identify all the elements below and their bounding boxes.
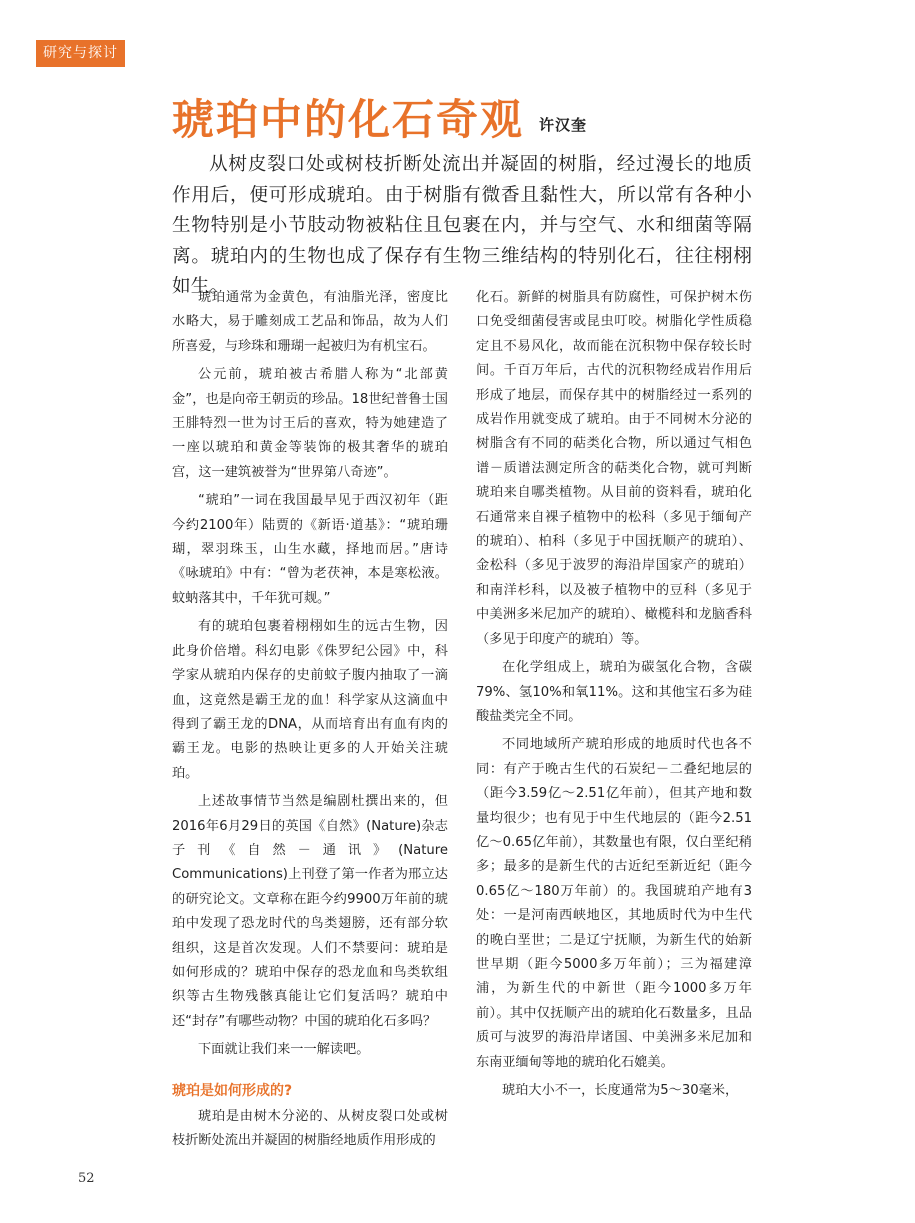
body-paragraph-continued: 化石。新鲜的树脂具有防腐性，可保护树木伤口免受细菌侵害或昆虫叮咬。树脂化学性质稳定且不易风化，故而能在沉积物中保存较长时间。千百万年后，古代的沉积物经成岩作用后形成了地层，而保存其中的树脂经过一系列的成岩作用就变成了琥珀。由于不同树木分泌的树脂含有不同的萜类化合物，所以通过气相色谱－质谱法测定所含的萜类化合物，就可判断琥珀来自哪类植物。从目前的资料看，琥珀化石通常来自裸子植物中的松科（多见于缅甸产的琥珀）、柏科（多见于中国抚顺产的琥珀）、金松科（多见于波罗的海沿岸国家产的琥珀）和南洋杉科，以及被子植物中的豆科（多见于中美洲多米尼加产的琥珀）、橄榄科和龙脑香科（多见于印度产的琥珀）等。 (476, 290, 752, 647)
body-paragraph: 上述故事情节当然是编剧杜撰出来的，但2016年6月29日的英国《自然》(Nature)杂志子刊《自然－通讯》(Nature Communications)上刊登了第一作者为邢立达的研究论文。文章称在距今约9900万年前的琥珀中发现了恐龙时代的鸟类翅膀，还有部分软组织，这是首次发现。人们不禁要问：琥珀是如何形成的？琥珀中保存的恐龙血和鸟类软组织等古生物残骸真能让它们复活吗？琥珀中还“封存”有哪些动物？中国的琥珀化石多吗？ (172, 794, 448, 1029)
body-paragraph: “琥珀”一词在我国最早见于西汉初年（距今约2100年）陆贾的《新语·道基》：“琥珀珊瑚，翠羽珠玉，山生水藏，择地而居。”唐诗《咏琥珀》中有：“曾为老茯神，本是寒松液。蚊蚋落其中，千年犹可觌。” (172, 493, 448, 606)
intro-paragraph: 从树皮裂口处或树枝折断处流出并凝固的树脂，经过漫长的地质作用后，便可形成琥珀。由于树脂有微香且黏性大，所以常有各种小生物特别是小节肢动物被粘住且包裹在内，并与空气、水和细菌等隔离。琥珀内的生物也成了保存有生物三维结构的特别化石，往往栩栩如生。 (172, 154, 752, 297)
section-tag: 研究与探讨 (36, 40, 125, 67)
left-column (172, 286, 448, 1158)
body-paragraph: 在化学组成上，琥珀为碳氢化合物，含碳79%、氢10%和氧11%。这和其他宝石多为硅酸盐类完全不同。 (476, 660, 752, 724)
body-paragraph: 有的琥珀包裹着栩栩如生的远古生物，因此身价倍增。科幻电影《侏罗纪公园》中，科学家从琥珀内保存的史前蚊子腹内抽取了一滴血，这竟然是霸王龙的血！科学家从这滴血中得到了霸王龙的DNA，从而培育出有血有肉的霸王龙。电影的热映让更多的人开始关注琥珀。 (172, 619, 448, 781)
article-title: 琥珀中的化石奇观 (172, 95, 525, 144)
body-paragraph: 琥珀是由树木分泌的、从树皮裂口处或树枝折断处流出并凝固的树脂经地质作用形成的 (172, 1109, 448, 1149)
page-number: 52 (78, 1171, 95, 1186)
section-subheading: 琥珀是如何形成的? (172, 1082, 293, 1099)
body-paragraph: 不同地域所产琥珀形成的地质时代也各不同：有产于晚古生代的石炭纪－二叠纪地层的（距今3.59亿～2.51亿年前），但其产地和数量均很少；也有见于中生代地层的（距今2.51亿～0.65亿年前），其数量也有限，仅白垩纪稍多；最多的是新生代的古近纪至新近纪（距今0.65亿～180万年前）的。我国琥珀产地有3处：一是河南西峡地区，其地质时代为中生代的晚白垩世；二是辽宁抚顺，为新生代的始新世早期（距今5000多万年前）；三为福建漳浦，为新生代的中新世（距今1000多万年前）。其中仅抚顺产出的琥珀化石数量多，且品质可与波罗的海沿岸诸国、中美洲多米尼加和东南亚缅甸等地的琥珀化石媲美。 (476, 737, 752, 1070)
article-intro (172, 150, 752, 303)
body-paragraph: 琥珀大小不一，长度通常为5～30毫米， (502, 1083, 739, 1098)
body-paragraph: 下面就让我们来一一解读吧。 (198, 1042, 370, 1058)
right-column (476, 286, 752, 1107)
body-paragraph: 公元前，琥珀被古希腊人称为“北部黄金”，也是向帝王朝贡的珍品。18世纪普鲁士国王腓特烈一世为讨王后的喜欢，特为她建造了一座以琥珀和黄金等装饰的极其奢华的琥珀宫，这一建筑被誉为“世界第八奇迹”。 (172, 367, 448, 480)
body-paragraph: 琥珀通常为金黄色，有油脂光泽，密度比水略大，易于雕刻成工艺品和饰品，故为人们所喜爱，与珍珠和珊瑚一起被归为有机宝石。 (172, 290, 448, 354)
article-author: 许汉奎 (539, 116, 588, 134)
